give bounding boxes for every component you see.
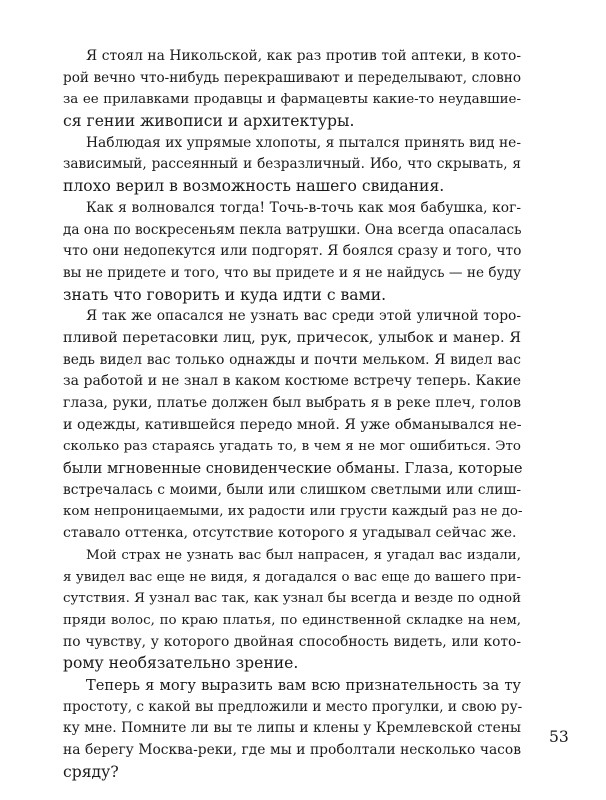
paragraph-6 [63,675,521,783]
text-line: глаза, руки, платье должен был выбрать я в реке плеч, голов [63,395,521,411]
text-line: встречалась с моими, были или слишком светлыми или слиш- [63,481,521,498]
text-line: Как я волновался тогда! Точь-в-точь как моя бабушка, ког- [86,199,521,216]
text-line: Я стоял на Никольской, как раз против той аптеки, в кото- [86,48,521,64]
text-line: я увидел вас еще не видя, я догадался о вас еще до вашего при- [63,569,521,585]
text-line: сколько раз стараясь угадать то, в чем я не мог ошибиться. Это [63,439,521,455]
paragraph-3 [63,198,521,306]
text-line: пливой перетасовки лиц, рук, причесок, улыбок и манер. Я [63,329,521,346]
text-line: ком непроницаемыми, их радости или грусти каждый раз не до- [63,504,523,520]
text-line: ведь видел вас только однажды и почти мельком. Я видел вас [63,351,521,368]
text-line: ку мне. Помните ли вы те липы и клены у Кремлевской стены [63,720,521,737]
paragraph-1 [63,46,521,133]
text-line: сутствия. Я узнал вас так, как узнал бы всегда и везде по одной [63,591,521,607]
paragraph-2 [63,133,521,198]
text-line: Теперь я могу выразить вам всю признательность за ту [86,676,521,694]
text-line: пряди волос, по краю платья, по единственной складке на нем, [63,612,521,628]
text-line: вы не придете и того, что вы придете и я не найдусь — не буду [63,264,521,281]
paragraph-5 [63,545,521,675]
text-line: за работой и не знал в каком костюме встречу теперь. Какие [63,373,521,390]
text-line: на берегу Москва-реки, где мы и проболтали несколько часов [63,742,521,758]
text-line: ставало оттенка, отсутствие которого я угадывал сейчас же. [63,525,517,542]
text-line: Наблюдая их упрямые хлопоты, я пытался принять вид не- [86,134,521,151]
text-line: да она по воскресеньям пекла ватрушки. Она всегда опасалась [63,221,522,238]
text-line: Я так же опасался не узнать вас среди этой уличной торо- [86,308,521,325]
text-line: что они недопекутся или подгорят. Я боялся сразу и того, что [63,243,522,260]
text-line: были мгновенные сновиденческие обманы. Глаза, которые [63,460,523,478]
text-line: знать что говорить и куда идти с вами. [63,285,387,304]
text-line: за ее прилавками продавцы и фармацевты какие-то неудавшие- [63,92,521,108]
text-line: рому необязательно зрение. [63,654,299,673]
paragraph-4 [63,306,521,545]
text-line: ся гении живописи и архитектуры. [63,112,355,131]
text-line: Мой страх не узнать вас был напрасен, я угадал вас издали, [86,547,521,563]
text-line: и одежды, катившейся передо мной. Я уже обманывался не- [63,416,522,433]
text-line: плохо верил в возможность нашего свидания. [63,177,445,196]
text-line: зависимый, рассеянный и безразличный. Ибо, что скрывать, я [63,156,521,173]
text-line: рой вечно что-нибудь перекрашивают и переделывают, словно [63,69,521,86]
page-number: 53 [549,728,569,746]
page-body [63,46,521,783]
text-line: простоту, с какой вы предложили и место прогулки, и свою ру- [63,698,523,715]
text-line: сряду? [63,762,119,781]
text-line: по чувству, у которого двойная способность видеть, или кото- [63,633,521,650]
